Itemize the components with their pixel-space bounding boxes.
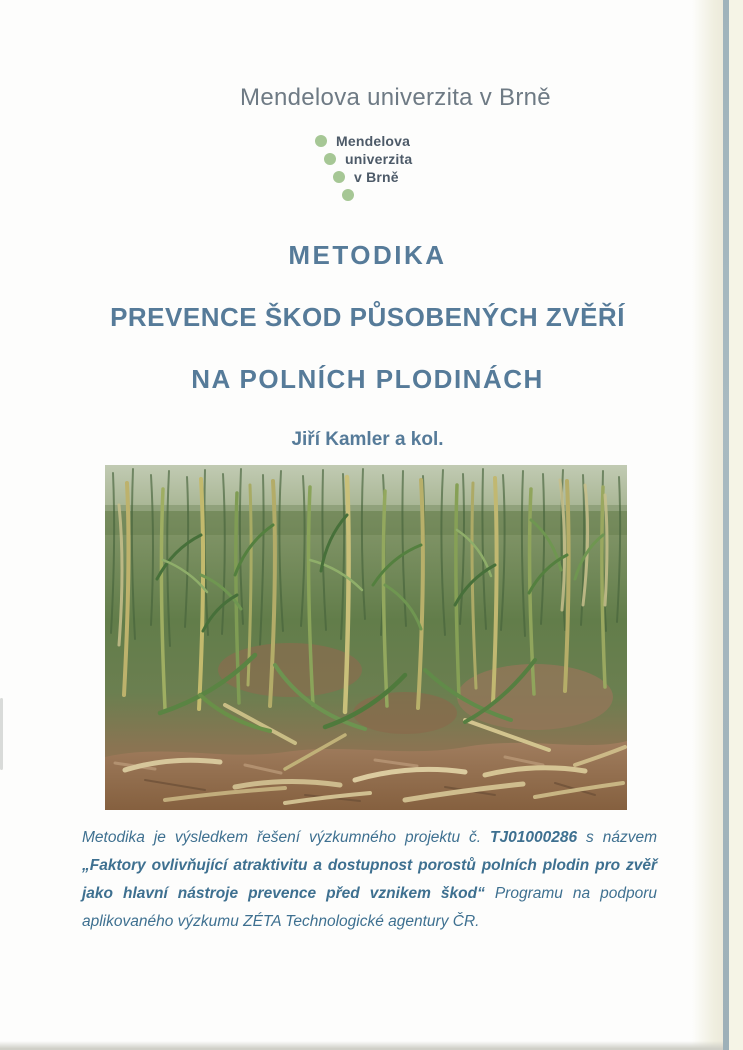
note-project-title: jako hlavní nástroje prevence před vznikem škod“ xyxy=(82,885,485,902)
title-line-3: NA POLNÍCH PLODINÁCH xyxy=(191,364,544,394)
funding-note-line xyxy=(82,880,657,908)
note-project-number: TJ01000286 xyxy=(490,829,578,846)
logo-dot-icon xyxy=(315,135,327,147)
note-text: aplikovaného výzkumu ZÉTA Technologické agentury ČR. xyxy=(82,913,480,930)
title-line-2: PREVENCE ŠKOD PŮSOBENÝCH ZVĚŘÍ xyxy=(110,302,625,332)
logo-text-line: Mendelova xyxy=(336,133,411,149)
scan-page-edge-band xyxy=(692,0,723,1050)
title-line-1: METODIKA xyxy=(288,240,447,270)
note-text: Programu na podporu xyxy=(484,885,657,902)
note-project-title: „Faktory ovlivňující atraktivitu a dostupnost porostů polních plodin pro zvěř xyxy=(82,857,657,874)
funding-note xyxy=(82,824,657,936)
logo-dot-icon xyxy=(342,189,354,201)
scan-left-artifact xyxy=(0,698,3,770)
logo-text-line: univerzita xyxy=(345,151,413,167)
logo-text-line: v Brně xyxy=(354,169,399,185)
cover-photo xyxy=(105,465,627,810)
author-line: Jiří Kamler a kol. xyxy=(291,429,444,450)
funding-note-line xyxy=(82,824,657,852)
note-text: Metodika je výsledkem řešení výzkumného projektu č. xyxy=(82,829,491,846)
scan-background-band xyxy=(729,0,743,1050)
scan-bottom-shadow xyxy=(0,1041,723,1050)
note-text: s názvem xyxy=(577,829,657,846)
logo-dot-icon xyxy=(324,153,336,165)
logo-dot-icon xyxy=(333,171,345,183)
university-name: Mendelova univerzita v Brně xyxy=(240,84,551,111)
maize-field-illustration xyxy=(105,465,627,810)
funding-note-line xyxy=(82,908,657,936)
funding-note-line xyxy=(82,852,657,880)
